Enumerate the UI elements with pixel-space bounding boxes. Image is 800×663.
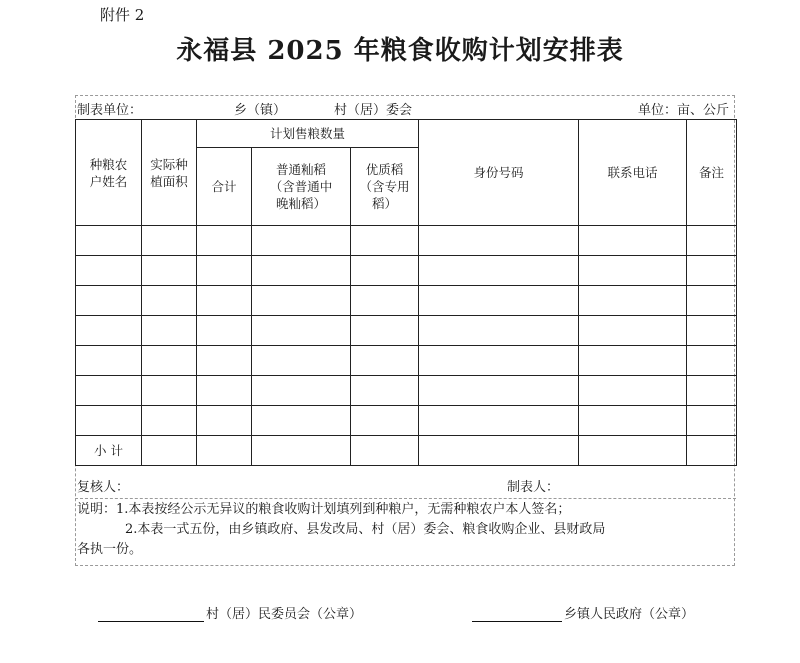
col-ordinary-rice: 普通籼稻 （含普通中 晚籼稻） bbox=[252, 148, 351, 226]
form-header-line bbox=[77, 97, 733, 119]
note-line-2: 2.本表一式五份，由乡镇政府、县发改局、村（居）委会、粮食收购企业、县财政局 bbox=[125, 522, 606, 537]
table-cell[interactable] bbox=[419, 376, 579, 406]
table-cell[interactable] bbox=[351, 256, 419, 286]
table-cell[interactable] bbox=[197, 346, 252, 376]
table-cell[interactable] bbox=[142, 256, 197, 286]
page-title: 永福县 2025 年粮食收购计划安排表 bbox=[176, 36, 624, 66]
village-seal-line bbox=[98, 603, 362, 622]
table-cell[interactable] bbox=[142, 286, 197, 316]
note-line-1: 说明：1.本表按经公示无异议的粮食收购计划填列到种粮户，无需种粮农户本人签名； bbox=[77, 502, 571, 517]
table-cell[interactable] bbox=[76, 316, 142, 346]
table-cell[interactable] bbox=[76, 406, 142, 436]
grain-purchase-table bbox=[75, 119, 737, 466]
subtotal-cell[interactable] bbox=[351, 436, 419, 466]
table-cell[interactable] bbox=[142, 226, 197, 256]
table-cell[interactable] bbox=[197, 376, 252, 406]
table-cell[interactable] bbox=[419, 346, 579, 376]
township-seal-line bbox=[472, 603, 694, 622]
table-cell[interactable] bbox=[579, 226, 687, 256]
table-cell[interactable] bbox=[687, 406, 737, 436]
table-cell[interactable] bbox=[419, 256, 579, 286]
table-cell[interactable] bbox=[419, 316, 579, 346]
table-cell[interactable] bbox=[351, 286, 419, 316]
table-cell[interactable] bbox=[252, 346, 351, 376]
table-cell[interactable] bbox=[579, 406, 687, 436]
table-cell[interactable] bbox=[142, 376, 197, 406]
col-quality-rice: 优质稻 （含专用 稻） bbox=[351, 148, 419, 226]
table-cell[interactable] bbox=[197, 286, 252, 316]
table-row bbox=[76, 406, 737, 436]
table-cell[interactable] bbox=[687, 316, 737, 346]
col-farmer-name: 种粮农 户姓名 bbox=[76, 120, 142, 226]
table-cell[interactable] bbox=[351, 346, 419, 376]
village-label: 村（居）委会 bbox=[334, 103, 413, 118]
township-signature-blank[interactable] bbox=[472, 621, 562, 622]
table-cell[interactable] bbox=[419, 286, 579, 316]
table-cell[interactable] bbox=[252, 286, 351, 316]
table-cell[interactable] bbox=[419, 226, 579, 256]
table-cell[interactable] bbox=[197, 256, 252, 286]
table-cell[interactable] bbox=[351, 226, 419, 256]
village-seal-label: 村（居）民委员会（公章） bbox=[206, 607, 363, 622]
reviewer-label: 复核人： bbox=[77, 480, 130, 495]
table-cell[interactable] bbox=[142, 406, 197, 436]
table-cell[interactable] bbox=[76, 346, 142, 376]
table-cell[interactable] bbox=[76, 256, 142, 286]
village-signature-blank[interactable] bbox=[98, 621, 204, 622]
table-cell[interactable] bbox=[579, 346, 687, 376]
table-row bbox=[76, 256, 737, 286]
table-cell[interactable] bbox=[687, 226, 737, 256]
table-row bbox=[76, 286, 737, 316]
table-cell[interactable] bbox=[579, 316, 687, 346]
subtotal-cell[interactable] bbox=[579, 436, 687, 466]
table-cell[interactable] bbox=[687, 346, 737, 376]
table-cell[interactable] bbox=[197, 226, 252, 256]
table-cell[interactable] bbox=[351, 316, 419, 346]
table-cell[interactable] bbox=[252, 316, 351, 346]
table-row bbox=[76, 346, 737, 376]
col-plan-group: 计划售粮数量 bbox=[197, 120, 419, 148]
table-cell[interactable] bbox=[252, 256, 351, 286]
col-phone: 联系电话 bbox=[579, 120, 687, 226]
table-cell[interactable] bbox=[579, 286, 687, 316]
units-label: 单位：亩、公斤 bbox=[637, 103, 729, 118]
table-cell[interactable] bbox=[687, 376, 737, 406]
subtotal-cell[interactable] bbox=[252, 436, 351, 466]
subtotal-cell[interactable] bbox=[197, 436, 252, 466]
table-cell[interactable] bbox=[351, 376, 419, 406]
col-id-number: 身份号码 bbox=[419, 120, 579, 226]
table-cell[interactable] bbox=[76, 376, 142, 406]
note-line-3: 各执一份。 bbox=[77, 542, 143, 557]
table-cell[interactable] bbox=[252, 226, 351, 256]
table-cell[interactable] bbox=[419, 406, 579, 436]
table-body bbox=[76, 226, 737, 436]
table-row bbox=[76, 226, 737, 256]
table-cell[interactable] bbox=[351, 406, 419, 436]
table-cell[interactable] bbox=[76, 226, 142, 256]
table-cell[interactable] bbox=[76, 286, 142, 316]
unit-label: 制表单位： bbox=[77, 103, 143, 118]
table-row bbox=[76, 376, 737, 406]
table-cell[interactable] bbox=[142, 316, 197, 346]
subtotal-label: 小 计 bbox=[76, 436, 142, 466]
notes-block bbox=[77, 500, 733, 560]
col-total: 合计 bbox=[197, 148, 252, 226]
table-row bbox=[76, 316, 737, 346]
subtotal-cell[interactable] bbox=[687, 436, 737, 466]
table-cell[interactable] bbox=[687, 256, 737, 286]
notes-divider bbox=[75, 498, 736, 499]
table-cell[interactable] bbox=[197, 406, 252, 436]
table-cell[interactable] bbox=[252, 406, 351, 436]
attachment-label: 附件 2 bbox=[100, 6, 145, 24]
col-planted-area: 实际种 植面积 bbox=[142, 120, 197, 226]
table-cell[interactable] bbox=[579, 376, 687, 406]
table-cell[interactable] bbox=[687, 286, 737, 316]
col-remarks: 备注 bbox=[687, 120, 737, 226]
preparer-label: 制表人： bbox=[507, 480, 560, 495]
subtotal-cell[interactable] bbox=[142, 436, 197, 466]
township-label: 乡（镇） bbox=[234, 103, 287, 118]
township-seal-label: 乡镇人民政府（公章） bbox=[564, 607, 695, 622]
table-cell[interactable] bbox=[579, 256, 687, 286]
table-cell[interactable] bbox=[197, 316, 252, 346]
table-cell[interactable] bbox=[142, 346, 197, 376]
table-cell[interactable] bbox=[252, 376, 351, 406]
subtotal-cell[interactable] bbox=[419, 436, 579, 466]
